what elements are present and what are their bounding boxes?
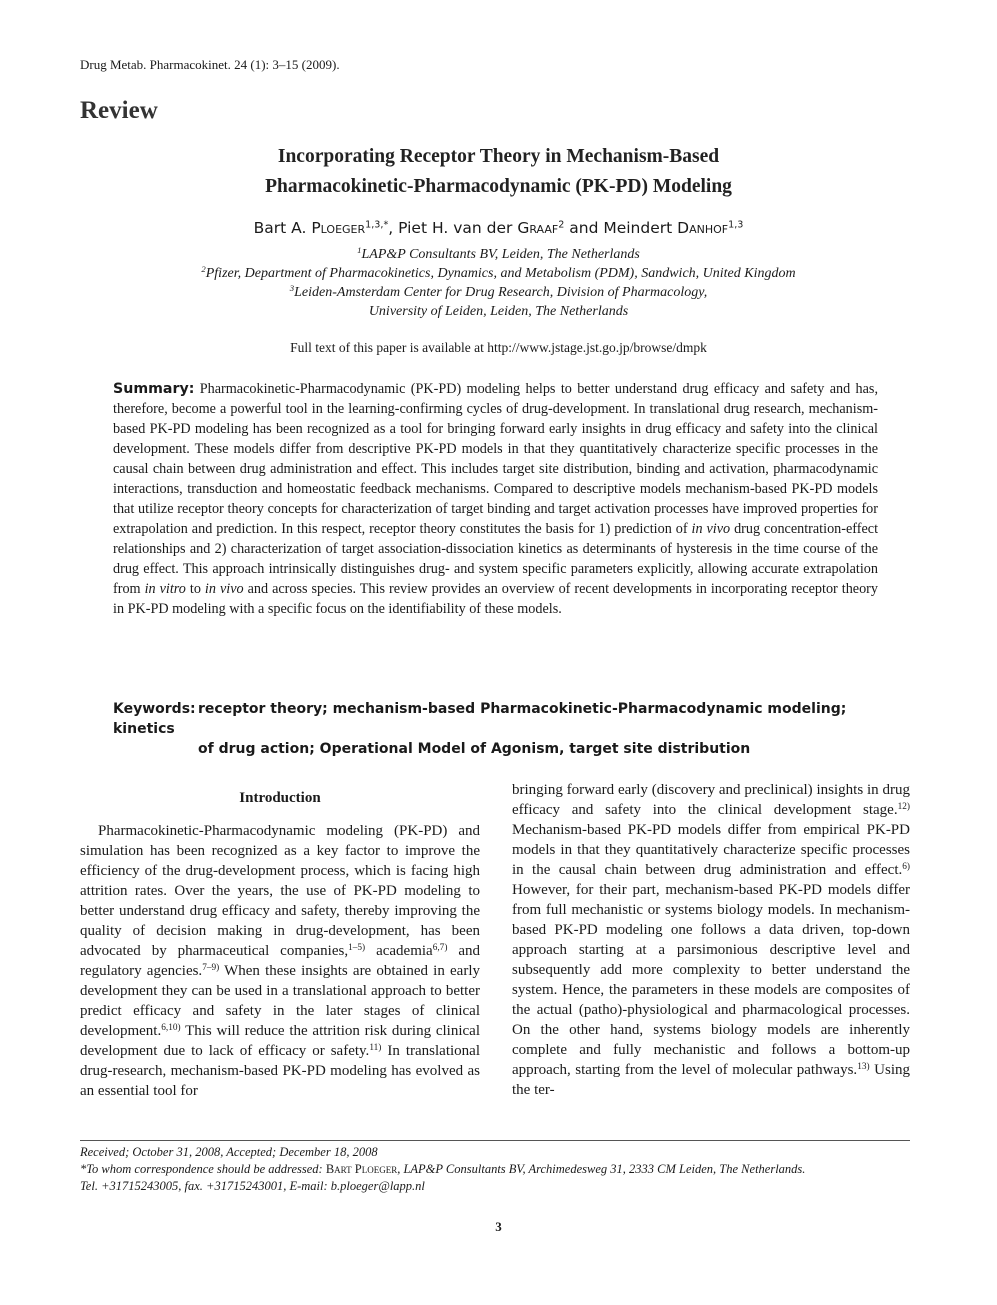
- affiliation-2: $^2$Pfizer, Department of Pharmacokinetics, Dynamics, and Metabolism (PDM), Sandwich, United Kingdom: [201, 264, 796, 281]
- citation: 1–5): [348, 942, 366, 953]
- journal-reference: Drug Metab. Pharmacokinet. 24 (1): 3–15 (2009).: [80, 57, 340, 72]
- author-1-surname: Ploeger: [311, 219, 366, 237]
- citation: 6,10): [161, 1022, 181, 1033]
- author-3-surname: Danhof: [677, 219, 729, 237]
- author-1-affil: 1,3,: [365, 219, 384, 231]
- fulltext-note: Full text of this paper is available at http://www.jstage.jst.go.jp/browse/dmpk: [290, 340, 707, 355]
- author-2-surname: Graaf: [517, 219, 559, 237]
- keywords: [113, 699, 878, 759]
- footnotes: [80, 1144, 920, 1195]
- page-number: 3: [495, 1219, 502, 1234]
- section-label: Review: [80, 97, 158, 124]
- corresponding-mark: *: [383, 219, 389, 231]
- contact-info: Tel. +31715243005, fax. +31715243001, E-mail: b.ploeger@lapp.nl: [80, 1179, 425, 1193]
- keywords-label: Keywords:: [113, 701, 196, 717]
- title-line-2: Pharmacokinetic-Pharmacodynamic (PK-PD) Modeling: [265, 176, 732, 197]
- author-3-affil: 1,3: [728, 219, 744, 231]
- citation: 11): [369, 1042, 382, 1053]
- citation: 13): [857, 1061, 870, 1072]
- affiliations: [0, 245, 997, 321]
- keywords-line-2: of drug action; Operational Model of Agonism, target site distribution: [198, 741, 751, 757]
- summary: Summary: Pharmacokinetic-Pharmacodynamic (PK-PD) modeling helps to better understand drug efficacy and safety and has, therefore, become a powerful tool in the learning-confirming cycles of drug-development. In translational drug research, mechanism-based PK-PD modeling has been recognized as a tool for bringing forward early insights in drug efficacy and safety into the clinical development. These models differ from descriptive PK-PD models in that they quantitatively characterize specific processes in the causal chain between drug administration and effect. This includes target site distribution, binding and activation, pharmacodynamic interactions, transduction and homeostatic feedback mechanisms. Compared to descriptive models mechanism-based PK-PD models that utilize receptor theory concepts for characterization of target binding and target activation processes have improved properties for extrapolation and prediction. In this respect, receptor theory constitutes the basis for 1) prediction of in vivo drug concentration-effect relationships and 2) characterization of target association-dissociation kinetics as determinants of hysteresis in the time course of the drug effect. This approach intrinsically distinguishes drug- and system specific parameters explicitly, allowing accurate extrapolation from in vitro to in vivo and across species. This review provides an overview of recent developments in incorporating receptor theory in PK-PD modeling with a specific focus on the identifiability of these models.: [113, 381, 879, 617]
- affiliation-1: $^1$LAP&P Consultants BV, Leiden, The Netherlands: [357, 245, 640, 262]
- author-2-given: , Piet H. van der: [388, 219, 513, 237]
- keywords-line-1: receptor theory; mechanism-based Pharmacokinetic-Pharmacodynamic modeling; kinetics: [113, 701, 847, 737]
- citation: 6): [902, 861, 910, 872]
- body-column-right: bringing forward early (discovery and preclinical) insights in drug efficacy and safety into the clinical development stage.$^{12)}$ Mechanism-based PK-PD models differ from empirical PK-PD models in that they quantitatively characterize specific processes in the causal chain between drug administration and effect.$^{6)}$ However, for their part, mechanism-based PK-PD models differ from full mechanistic or systems biology models. In mechanism-based PK-PD modeling one follows a data driven, top-down approach starting at a parsimonious descriptive level and subsequently add more complexity to better understand the system. Hence, the parameters in these models are composites of the actual (patho)-physiological and pharmacological processes. On the other hand, systems biology models are inherently complete and fully mechanistic and follows a bottom-up approach, starting from the level of molecular pathways.$^{13)}$ Using the ter-: [512, 782, 910, 1098]
- author-2-affil: 2: [558, 219, 565, 231]
- affiliation-3-cont: University of Leiden, Leiden, The Netherlands: [368, 304, 629, 319]
- body-column-left: Pharmacokinetic-Pharmacodynamic modeling (PK-PD) and simulation has been recognized as a key factor to improve the efficiency of the drug-development process, which is facing high attrition rates. Over the years, the use of PK-PD modeling to better understand drug efficacy and safety, thereby improving the quality of decision making in drug-development, has been advocated by pharmaceutical companies,$^{1-5)}$ academia$^{6,7)}$ and regulatory agencies.$^{7-9)}$ When these insights are obtained in early development they can be used in a translational approach to better predict efficacy and safety in the later stages of clinical development.$^{6,10)}$ This will reduce the attrition risk during clinical development due to lack of efficacy or safety.$^{11)}$ In translational drug-research, mechanism-based PK-PD modeling has evolved as an essential tool for: [80, 823, 481, 1099]
- corresponding-author: Bart Ploeger: [325, 1162, 398, 1176]
- footnote-divider: [80, 1140, 910, 1141]
- author-1-given: Bart A.: [253, 219, 307, 237]
- title-line-1: Incorporating Receptor Theory in Mechanism-Based: [277, 146, 720, 167]
- citation: 7–9): [202, 962, 220, 973]
- summary-label: Summary:: [113, 381, 195, 397]
- received-dates: Received; October 31, 2008, Accepted; December 18, 2008: [80, 1145, 378, 1159]
- section-heading-introduction: Introduction: [239, 790, 321, 806]
- article-title: [0, 142, 997, 202]
- author-list: [0, 219, 997, 237]
- citation: 6,7): [432, 942, 448, 953]
- affiliation-3: $^3$Leiden-Amsterdam Center for Drug Research, Division of Pharmacology,: [289, 283, 708, 300]
- citation: 12): [897, 801, 910, 812]
- author-3-given: and Meindert: [564, 219, 673, 237]
- correspondence: *To whom correspondence should be addressed: Bart Ploeger, LAP&P Consultants BV, Archimedesweg 31, 2333 CM Leiden, The Netherlands.: [80, 1162, 806, 1176]
